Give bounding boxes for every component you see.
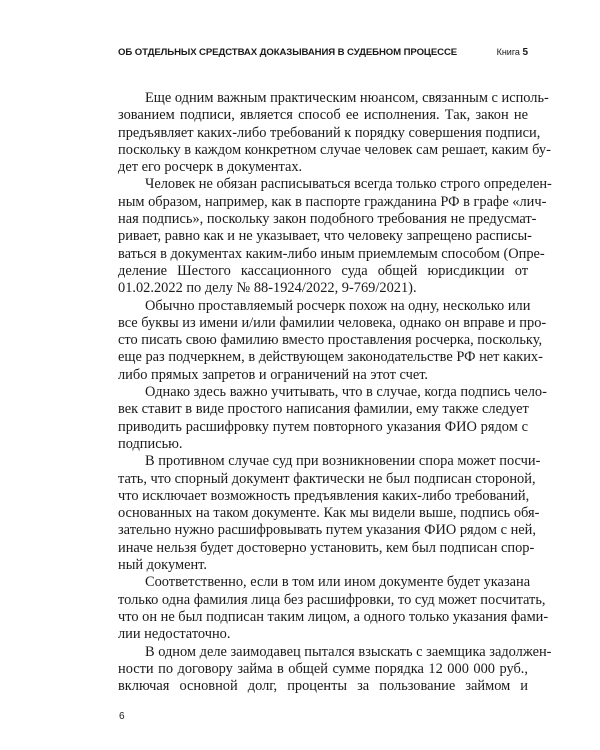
text-line: ная подпись», поскольку закон подобного требования не предусмат- (118, 211, 537, 228)
paragraph (118, 176, 552, 297)
text-line: зательно нужно расшифровывать путем указания ФИО рядом с ней, (118, 522, 536, 539)
text-line: либо прямых запретов и ограничений на этот счет. (118, 366, 429, 383)
text-line: подписью. (118, 435, 183, 452)
running-header (118, 47, 528, 61)
text-line: век ставит в виде простого написания фамилии, ему также следует (118, 401, 529, 418)
text-line: ваться в документах каким-либо иным приемлемым способом (Опре- (118, 245, 545, 262)
text-line: 01.02.2022 по делу № 88-1924/2022, 9-769/2021). (118, 280, 417, 297)
text-line: все буквы из имени и/или фамилии человека, однако он вправе и про- (118, 314, 547, 331)
text-line: тать, что спорный документ фактически не был подписан стороной, (118, 470, 536, 487)
text-line: что он не был подписан таким лицом, а одного только указания фами- (118, 608, 549, 625)
chapter-title: ОБ ОТДЕЛЬНЫХ СРЕДСТВАХ ДОКАЗЫВАНИЯ В СУДЕБНОМ ПРОЦЕССЕ (118, 47, 458, 58)
text-line: ности по договору займа в общей сумме порядка 12 000 000 руб., (118, 660, 528, 677)
text-line: дет его росчерк в документах. (118, 159, 303, 176)
text-line: основанных на таком документе. Как мы видели выше, подпись обя- (118, 505, 540, 522)
paragraph (118, 453, 541, 574)
text-line: ривает, равно как и не указывает, что человеку запрещено расписы- (118, 228, 532, 245)
text-line: только одна фамилия лица без расшифровки, то суд может посчитать, (118, 591, 546, 608)
text-line: В одном деле заимодавец пытался взыскать с заемщика задолжен- (145, 643, 552, 660)
text-line: еще раз подчеркнем, в действующем законодательстве РФ нет каких- (118, 349, 543, 366)
text-line: лии недостаточно. (118, 626, 231, 643)
paragraph (118, 384, 547, 453)
text-line: Обычно проставляемый росчерк похож на одну, несколько или (145, 297, 531, 314)
book-number: 5 (522, 47, 528, 58)
body-text (118, 90, 552, 695)
paragraph (118, 643, 552, 696)
text-line: предъявляет каких-либо требований к порядку совершения подписи, (118, 124, 541, 141)
text-line: деление Шестого кассационного суда общей юрисдикции от (118, 262, 528, 279)
text-line: включая основной долг, проценты за пользование займом и (118, 678, 528, 695)
text-line: Соответственно, если в том или ином документе будет указана (145, 574, 531, 591)
paragraph (118, 297, 547, 384)
paragraph (118, 90, 551, 176)
text-line: ным образом, например, как в паспорте гражданина РФ в графе «лич- (118, 193, 547, 210)
text-line: ный документ. (118, 557, 207, 574)
text-line: иначе нельзя будет достоверно установить, кем был подписан спор- (118, 539, 535, 556)
paragraph (118, 574, 549, 643)
text-line: Еще одним важным практическим нюансом, связанным с исполь- (145, 90, 549, 106)
text-line: зованием подписи, является способ ее исполнения. Так, закон не (118, 107, 528, 124)
text-line: приводить расшифровку путем повторного указания ФИО рядом с (118, 418, 528, 435)
text-line: В противном случае суд при возникновении спора может посчи- (145, 453, 541, 470)
text-line: Человек не обязан расписываться всегда только строго определен- (145, 176, 552, 193)
page-number: 6 (119, 711, 125, 722)
book-label-text: Книга (496, 47, 520, 57)
text-line: Однако здесь важно учитывать, что в случае, когда подпись чело- (145, 384, 547, 401)
book-label (497, 47, 528, 58)
text-line: поскольку в каждом конкретном случае человек сам решает, каким бу- (118, 141, 551, 158)
text-line: сто писать свою фамилию вместо проставления росчерка, поскольку, (118, 332, 543, 349)
text-line: что исключает возможность предъявления каких-либо требований, (118, 487, 530, 504)
